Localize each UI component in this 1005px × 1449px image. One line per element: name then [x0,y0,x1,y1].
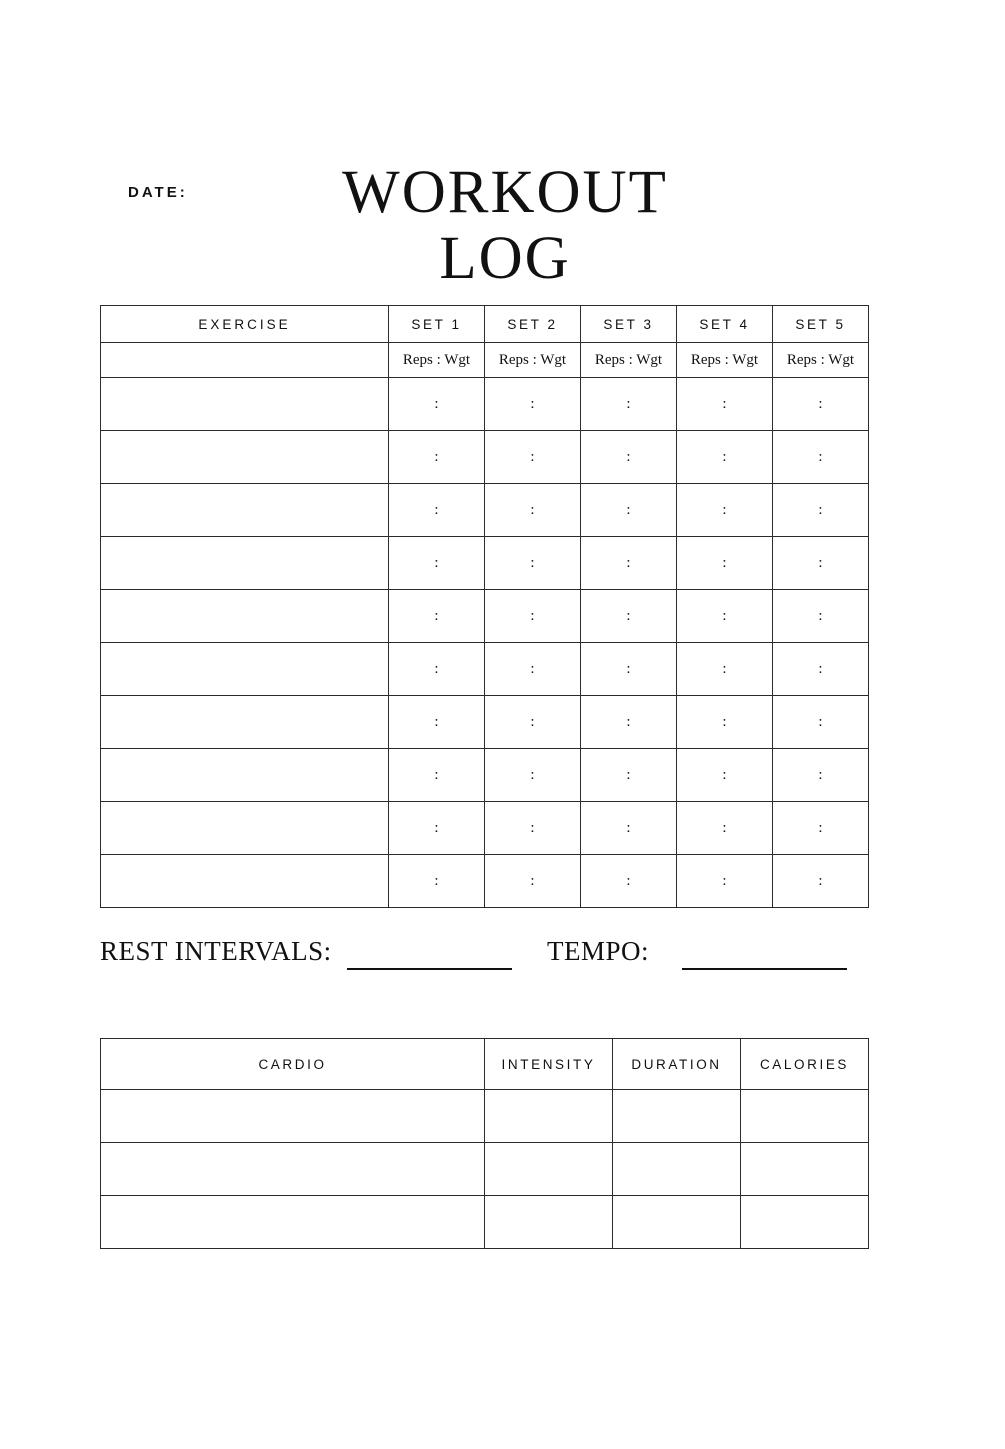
set-cell[interactable]: : [485,590,581,643]
exercise-cell[interactable] [101,484,389,537]
set-cell[interactable]: : [581,378,677,431]
workout-table [100,305,869,908]
column-header-duration: DURATION [613,1039,741,1090]
set-cell[interactable]: : [581,590,677,643]
set-cell[interactable]: : [677,537,773,590]
calories-cell[interactable] [741,1196,869,1249]
column-header-exercise: EXERCISE [101,306,389,343]
set-cell[interactable]: : [773,484,869,537]
rest-intervals-label: REST INTERVALS: [100,936,332,966]
column-header-cardio: CARDIO [101,1039,485,1090]
subheader-set-4: Reps : Wgt [677,343,773,378]
set-cell[interactable]: : [773,643,869,696]
table-row[interactable] [101,1143,869,1196]
page-title [255,160,755,292]
table-row[interactable] [101,537,869,590]
table-row[interactable] [101,855,869,908]
set-cell[interactable]: : [389,696,485,749]
workout-table-body [101,378,869,908]
exercise-cell[interactable] [101,537,389,590]
set-cell[interactable]: : [389,537,485,590]
column-header-intensity: INTENSITY [485,1039,613,1090]
duration-cell[interactable] [613,1196,741,1249]
exercise-cell[interactable] [101,749,389,802]
set-cell[interactable]: : [773,537,869,590]
table-row[interactable] [101,378,869,431]
set-cell[interactable]: : [485,855,581,908]
set-cell[interactable]: : [389,484,485,537]
intensity-cell[interactable] [485,1196,613,1249]
set-cell[interactable]: : [485,431,581,484]
tempo-field[interactable] [682,968,847,970]
page-title-line-2: LOG [439,225,571,292]
set-cell[interactable]: : [773,855,869,908]
exercise-cell[interactable] [101,696,389,749]
set-cell[interactable]: : [773,749,869,802]
set-cell[interactable]: : [581,802,677,855]
cardio-cell[interactable] [101,1090,485,1143]
set-cell[interactable]: : [389,855,485,908]
set-cell[interactable]: : [485,484,581,537]
set-cell[interactable]: : [485,537,581,590]
rest-tempo-section [100,936,890,980]
set-cell[interactable]: : [389,590,485,643]
set-cell[interactable]: : [485,802,581,855]
table-row[interactable] [101,1090,869,1143]
table-row[interactable] [101,1196,869,1249]
set-cell[interactable]: : [773,802,869,855]
workout-table-subheader-row [101,343,869,378]
set-cell[interactable]: : [581,696,677,749]
intensity-cell[interactable] [485,1090,613,1143]
set-cell[interactable]: : [389,431,485,484]
exercise-cell[interactable] [101,802,389,855]
set-cell[interactable]: : [581,749,677,802]
column-header-calories: CALORIES [741,1039,869,1090]
set-cell[interactable]: : [677,643,773,696]
set-cell[interactable]: : [485,749,581,802]
set-cell[interactable]: : [389,378,485,431]
set-cell[interactable]: : [677,378,773,431]
table-row[interactable] [101,484,869,537]
tempo-label: TEMPO: [547,936,650,966]
subheader-set-5: Reps : Wgt [773,343,869,378]
workout-table-header-row [101,306,869,343]
set-cell[interactable]: : [773,431,869,484]
set-cell[interactable]: : [677,749,773,802]
set-cell[interactable]: : [677,802,773,855]
table-row[interactable] [101,802,869,855]
exercise-cell[interactable] [101,855,389,908]
cardio-cell[interactable] [101,1196,485,1249]
cardio-table-header-row [101,1039,869,1090]
set-cell[interactable]: : [773,590,869,643]
duration-cell[interactable] [613,1143,741,1196]
exercise-cell[interactable] [101,431,389,484]
cardio-cell[interactable] [101,1143,485,1196]
calories-cell[interactable] [741,1090,869,1143]
column-header-set-1: SET 1 [389,306,485,343]
table-row[interactable] [101,749,869,802]
set-cell[interactable]: : [389,643,485,696]
set-cell[interactable]: : [677,431,773,484]
subheader-set-3: Reps : Wgt [581,343,677,378]
set-cell[interactable]: : [485,643,581,696]
subheader-exercise-blank [101,343,389,378]
set-cell[interactable]: : [773,696,869,749]
set-cell[interactable]: : [581,431,677,484]
cardio-table-body [101,1090,869,1249]
set-cell[interactable]: : [581,484,677,537]
subheader-set-2: Reps : Wgt [485,343,581,378]
table-row[interactable] [101,431,869,484]
set-cell[interactable]: : [581,855,677,908]
rest-intervals-field[interactable] [347,968,512,970]
exercise-cell[interactable] [101,643,389,696]
set-cell[interactable]: : [485,696,581,749]
page-header [0,160,1005,290]
date-label: DATE: [128,184,188,201]
intensity-cell[interactable] [485,1143,613,1196]
table-row[interactable] [101,643,869,696]
set-cell[interactable]: : [485,378,581,431]
calories-cell[interactable] [741,1143,869,1196]
table-row[interactable] [101,696,869,749]
set-cell[interactable]: : [677,855,773,908]
set-cell[interactable]: : [581,643,677,696]
table-row[interactable] [101,590,869,643]
set-cell[interactable]: : [677,590,773,643]
set-cell[interactable]: : [389,802,485,855]
set-cell[interactable]: : [773,378,869,431]
cardio-table [100,1038,869,1249]
exercise-cell[interactable] [101,590,389,643]
exercise-cell[interactable] [101,378,389,431]
column-header-set-4: SET 4 [677,306,773,343]
column-header-set-2: SET 2 [485,306,581,343]
subheader-set-1: Reps : Wgt [389,343,485,378]
column-header-set-3: SET 3 [581,306,677,343]
column-header-set-5: SET 5 [773,306,869,343]
set-cell[interactable]: : [581,537,677,590]
set-cell[interactable]: : [677,696,773,749]
set-cell[interactable]: : [677,484,773,537]
set-cell[interactable]: : [389,749,485,802]
page-title-line-1: WORKOUT [342,159,668,226]
duration-cell[interactable] [613,1090,741,1143]
